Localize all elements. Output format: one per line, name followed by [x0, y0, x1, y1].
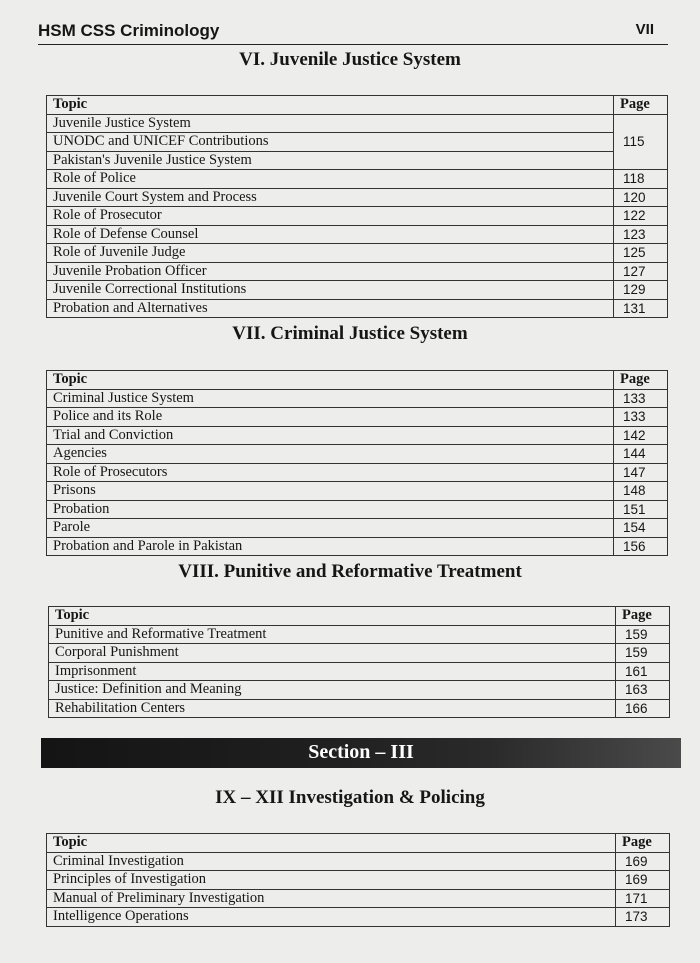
page-cell: 120 — [614, 188, 668, 207]
topic-cell: Juvenile Correctional Institutions — [47, 281, 614, 300]
table-row — [47, 133, 668, 152]
topic-cell: Trial and Conviction — [47, 426, 614, 445]
topic-cell: Rehabilitation Centers — [49, 699, 616, 718]
page-cell: 129 — [614, 281, 668, 300]
page-cell: 154 — [614, 519, 668, 538]
page-column-header: Page — [616, 834, 670, 853]
page-cell: 142 — [614, 426, 668, 445]
page-cell: 169 — [616, 871, 670, 890]
page-cell: 166 — [616, 699, 670, 718]
table-row — [47, 207, 668, 226]
topic-cell: Principles of Investigation — [47, 871, 616, 890]
toc-table-ix-xii — [46, 833, 670, 927]
topic-cell: Role of Prosecutor — [47, 207, 614, 226]
topic-cell: Probation and Alternatives — [47, 299, 614, 318]
toc-table-vi — [46, 95, 668, 318]
table-row — [47, 151, 668, 170]
table-row — [47, 519, 668, 538]
table-row — [47, 482, 668, 501]
topic-cell: Justice: Definition and Meaning — [49, 681, 616, 700]
table-row — [47, 244, 668, 263]
topic-column-header: Topic — [49, 607, 616, 626]
table-row — [47, 426, 668, 445]
page-cell: 151 — [614, 500, 668, 519]
topic-cell: Juvenile Court System and Process — [47, 188, 614, 207]
topic-column-header: Topic — [47, 371, 614, 390]
table-row — [47, 463, 668, 482]
topic-cell: Pakistan's Juvenile Justice System — [47, 151, 614, 170]
table-row — [47, 908, 670, 927]
chapter-heading-vi: VI. Juvenile Justice System — [239, 49, 461, 70]
page-cell: 163 — [616, 681, 670, 700]
table-row — [49, 644, 670, 663]
topic-cell: Imprisonment — [49, 662, 616, 681]
page-column-header: Page — [614, 96, 668, 115]
page-cell: 169 — [616, 852, 670, 871]
page-cell: 122 — [614, 207, 668, 226]
topic-cell: Parole — [47, 519, 614, 538]
page-cell: 127 — [614, 262, 668, 281]
page-cell: 173 — [616, 908, 670, 927]
topic-cell: Role of Prosecutors — [47, 463, 614, 482]
section-banner — [41, 738, 681, 768]
section-banner-label: Section – III — [308, 741, 414, 763]
table-header-row — [47, 371, 668, 390]
table-row — [47, 299, 668, 318]
toc-table-viii — [48, 606, 670, 718]
topic-cell: Juvenile Probation Officer — [47, 262, 614, 281]
table-row — [47, 281, 668, 300]
table-row — [47, 852, 670, 871]
page-cell: 125 — [614, 244, 668, 263]
page-cell: 144 — [614, 445, 668, 464]
page-cell: 131 — [614, 299, 668, 318]
table-row — [47, 170, 668, 189]
page-cell: 115 — [614, 114, 668, 170]
page-cell: 123 — [614, 225, 668, 244]
page-cell: 148 — [614, 482, 668, 501]
page-cell: 147 — [614, 463, 668, 482]
topic-cell: Criminal Investigation — [47, 852, 616, 871]
topic-cell: Agencies — [47, 445, 614, 464]
table-row — [47, 889, 670, 908]
table-row — [47, 389, 668, 408]
table-header-row — [47, 834, 670, 853]
chapter-heading-vii: VII. Criminal Justice System — [232, 323, 468, 344]
topic-cell: Punitive and Reformative Treatment — [49, 625, 616, 644]
topic-column-header: Topic — [47, 96, 614, 115]
page-column-header: Page — [614, 371, 668, 390]
topic-cell: Corporal Punishment — [49, 644, 616, 663]
table-row — [47, 408, 668, 427]
table-row — [49, 699, 670, 718]
topic-cell: Manual of Preliminary Investigation — [47, 889, 616, 908]
table-header-row — [49, 607, 670, 626]
book-title: HSM CSS Criminology — [38, 21, 220, 40]
topic-cell: Intelligence Operations — [47, 908, 616, 927]
topic-cell: Probation — [47, 500, 614, 519]
page-column-header: Page — [616, 607, 670, 626]
table-row — [49, 681, 670, 700]
topic-cell: Role of Juvenile Judge — [47, 244, 614, 263]
topic-cell: Criminal Justice System — [47, 389, 614, 408]
page-number: VII — [635, 21, 654, 38]
chapter-heading-viii: VIII. Punitive and Reformative Treatment — [178, 561, 522, 582]
table-row — [47, 262, 668, 281]
table-row — [47, 188, 668, 207]
topic-cell: Juvenile Justice System — [47, 114, 614, 133]
page-cell: 171 — [616, 889, 670, 908]
table-row — [47, 871, 670, 890]
table-row — [47, 225, 668, 244]
running-header — [38, 20, 668, 45]
page-cell: 118 — [614, 170, 668, 189]
table-row — [47, 114, 668, 133]
table-row — [49, 625, 670, 644]
table-row — [47, 500, 668, 519]
topic-cell: Role of Police — [47, 170, 614, 189]
toc-table-vii — [46, 370, 668, 556]
table-row — [49, 662, 670, 681]
topic-cell: Police and its Role — [47, 408, 614, 427]
page-cell: 159 — [616, 644, 670, 663]
topic-cell: Prisons — [47, 482, 614, 501]
topic-cell: UNODC and UNICEF Contributions — [47, 133, 614, 152]
topic-cell: Probation and Parole in Pakistan — [47, 537, 614, 556]
table-row — [47, 445, 668, 464]
page-cell: 161 — [616, 662, 670, 681]
page-cell: 133 — [614, 408, 668, 427]
topic-cell: Role of Defense Counsel — [47, 225, 614, 244]
page-cell: 156 — [614, 537, 668, 556]
table-row — [47, 537, 668, 556]
page-cell: 133 — [614, 389, 668, 408]
table-header-row — [47, 96, 668, 115]
chapter-heading-ix-xii: IX – XII Investigation & Policing — [215, 787, 485, 808]
topic-column-header: Topic — [47, 834, 616, 853]
page-cell: 159 — [616, 625, 670, 644]
